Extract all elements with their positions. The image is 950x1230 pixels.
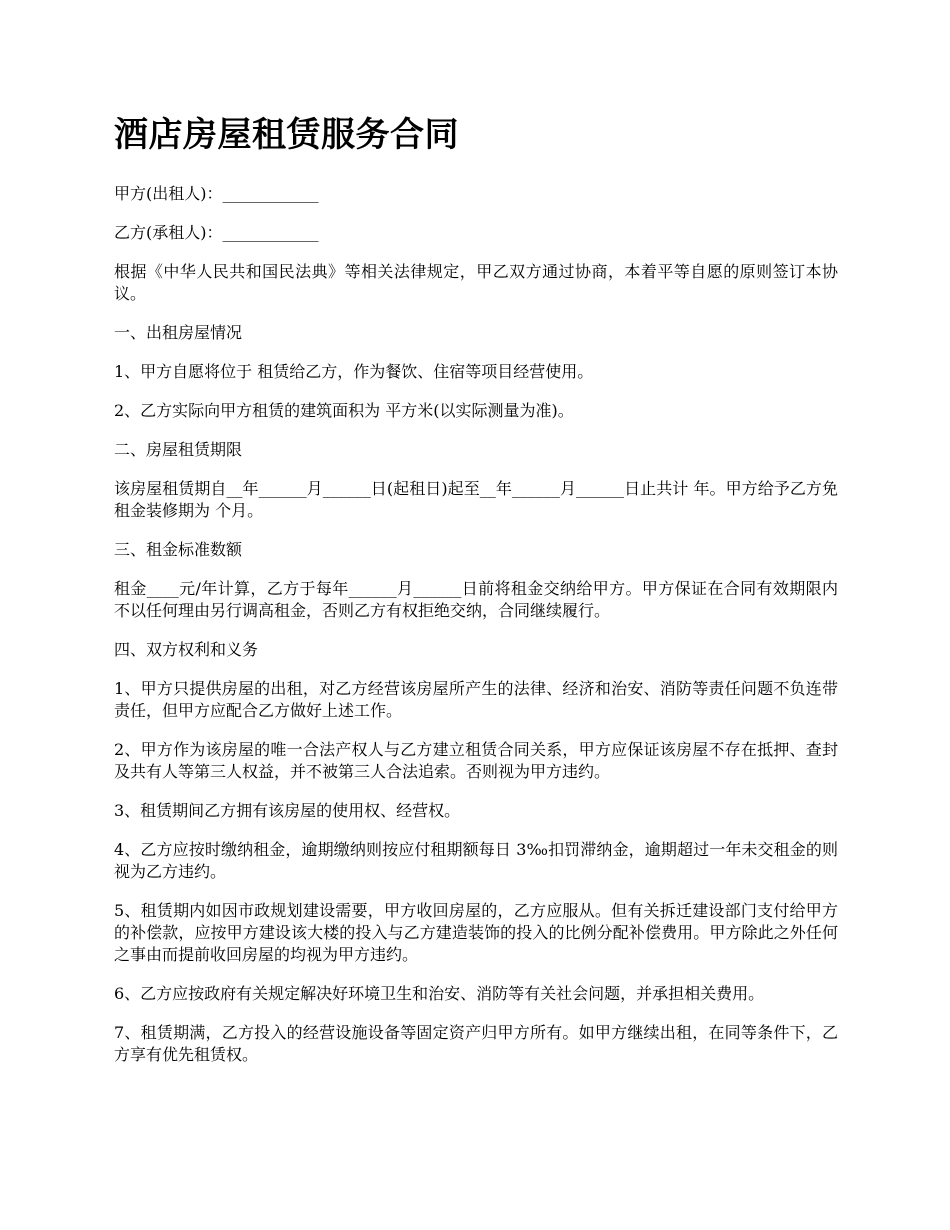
lease-term-paragraph: 该房屋租赁期自__年______月______日(起租日)起至__年______月______日止共计 年。甲方给予乙方免租金装修期为 个月。	[114, 479, 838, 520]
rights-item-5: 5、租赁期内如因市政规划建设需要，甲方收回房屋的，乙方应服从。但有关拆迁建设部门支付给甲方的补偿款，应按甲方建设该大楼的投入与乙方建造装饰的投入的比例分配补偿费用。甲方除此之外任何之事由而提前收回房屋的均视为甲方违约。	[114, 901, 838, 964]
intro-paragraph: 根据《中华人民共和国民法典》等相关法律规定，甲乙双方通过协商，本着平等自愿的原则签订本协议。	[114, 262, 838, 303]
section-heading-term: 二、房屋租赁期限	[114, 440, 243, 459]
section-heading-rights: 四、双方权利和义务	[114, 640, 259, 659]
rights-item-3: 3、租赁期间乙方拥有该房屋的使用权、经营权。	[114, 801, 461, 820]
document-title: 酒店房屋租赁服务合同	[114, 115, 459, 155]
property-item-2: 2、乙方实际向甲方租赁的建筑面积为 平方米(以实际测量为准)。	[114, 401, 574, 420]
section-heading-property: 一、出租房屋情况	[114, 323, 243, 342]
party-b-line: 乙方(承租人)：____________	[114, 223, 319, 242]
rights-item-7: 7、租赁期满，乙方投入的经营设施设备等固定资产归甲方所有。如甲方继续出租，在同等条件下，乙方享有优先租赁权。	[114, 1023, 838, 1064]
rights-item-6: 6、乙方应按政府有关规定解决好环境卫生和治安、消防等有关社会问题，并承担相关费用。	[114, 984, 765, 1003]
property-item-1: 1、甲方自愿将位于 租赁给乙方，作为餐饮、住宿等项目经营使用。	[114, 362, 594, 381]
rights-item-2: 2、甲方作为该房屋的唯一合法产权人与乙方建立租赁合同关系，甲方应保证该房屋不存在抵押、查封及共有人等第三人权益，并不被第三人合法追索。否则视为甲方违约。	[114, 740, 838, 781]
rights-item-1: 1、甲方只提供房屋的出租，对乙方经营该房屋所产生的法律、经济和治安、消防等责任问题不负连带责任，但甲方应配合乙方做好上述工作。	[114, 679, 838, 720]
rights-item-4: 4、乙方应按时缴纳租金，逾期缴纳则按应付租期额每日 3‰扣罚滞纳金，逾期超过一年未交租金的则视为乙方违约。	[114, 840, 838, 881]
rent-paragraph: 租金____元/年计算，乙方于每年______月______日前将租金交纳给甲方。甲方保证在合同有效期限内不以任何理由另行调高租金，否则乙方有权拒绝交纳，合同继续履行。	[114, 579, 838, 620]
party-a-line: 甲方(出租人)：____________	[114, 184, 319, 203]
section-heading-rent: 三、租金标准数额	[114, 540, 243, 559]
